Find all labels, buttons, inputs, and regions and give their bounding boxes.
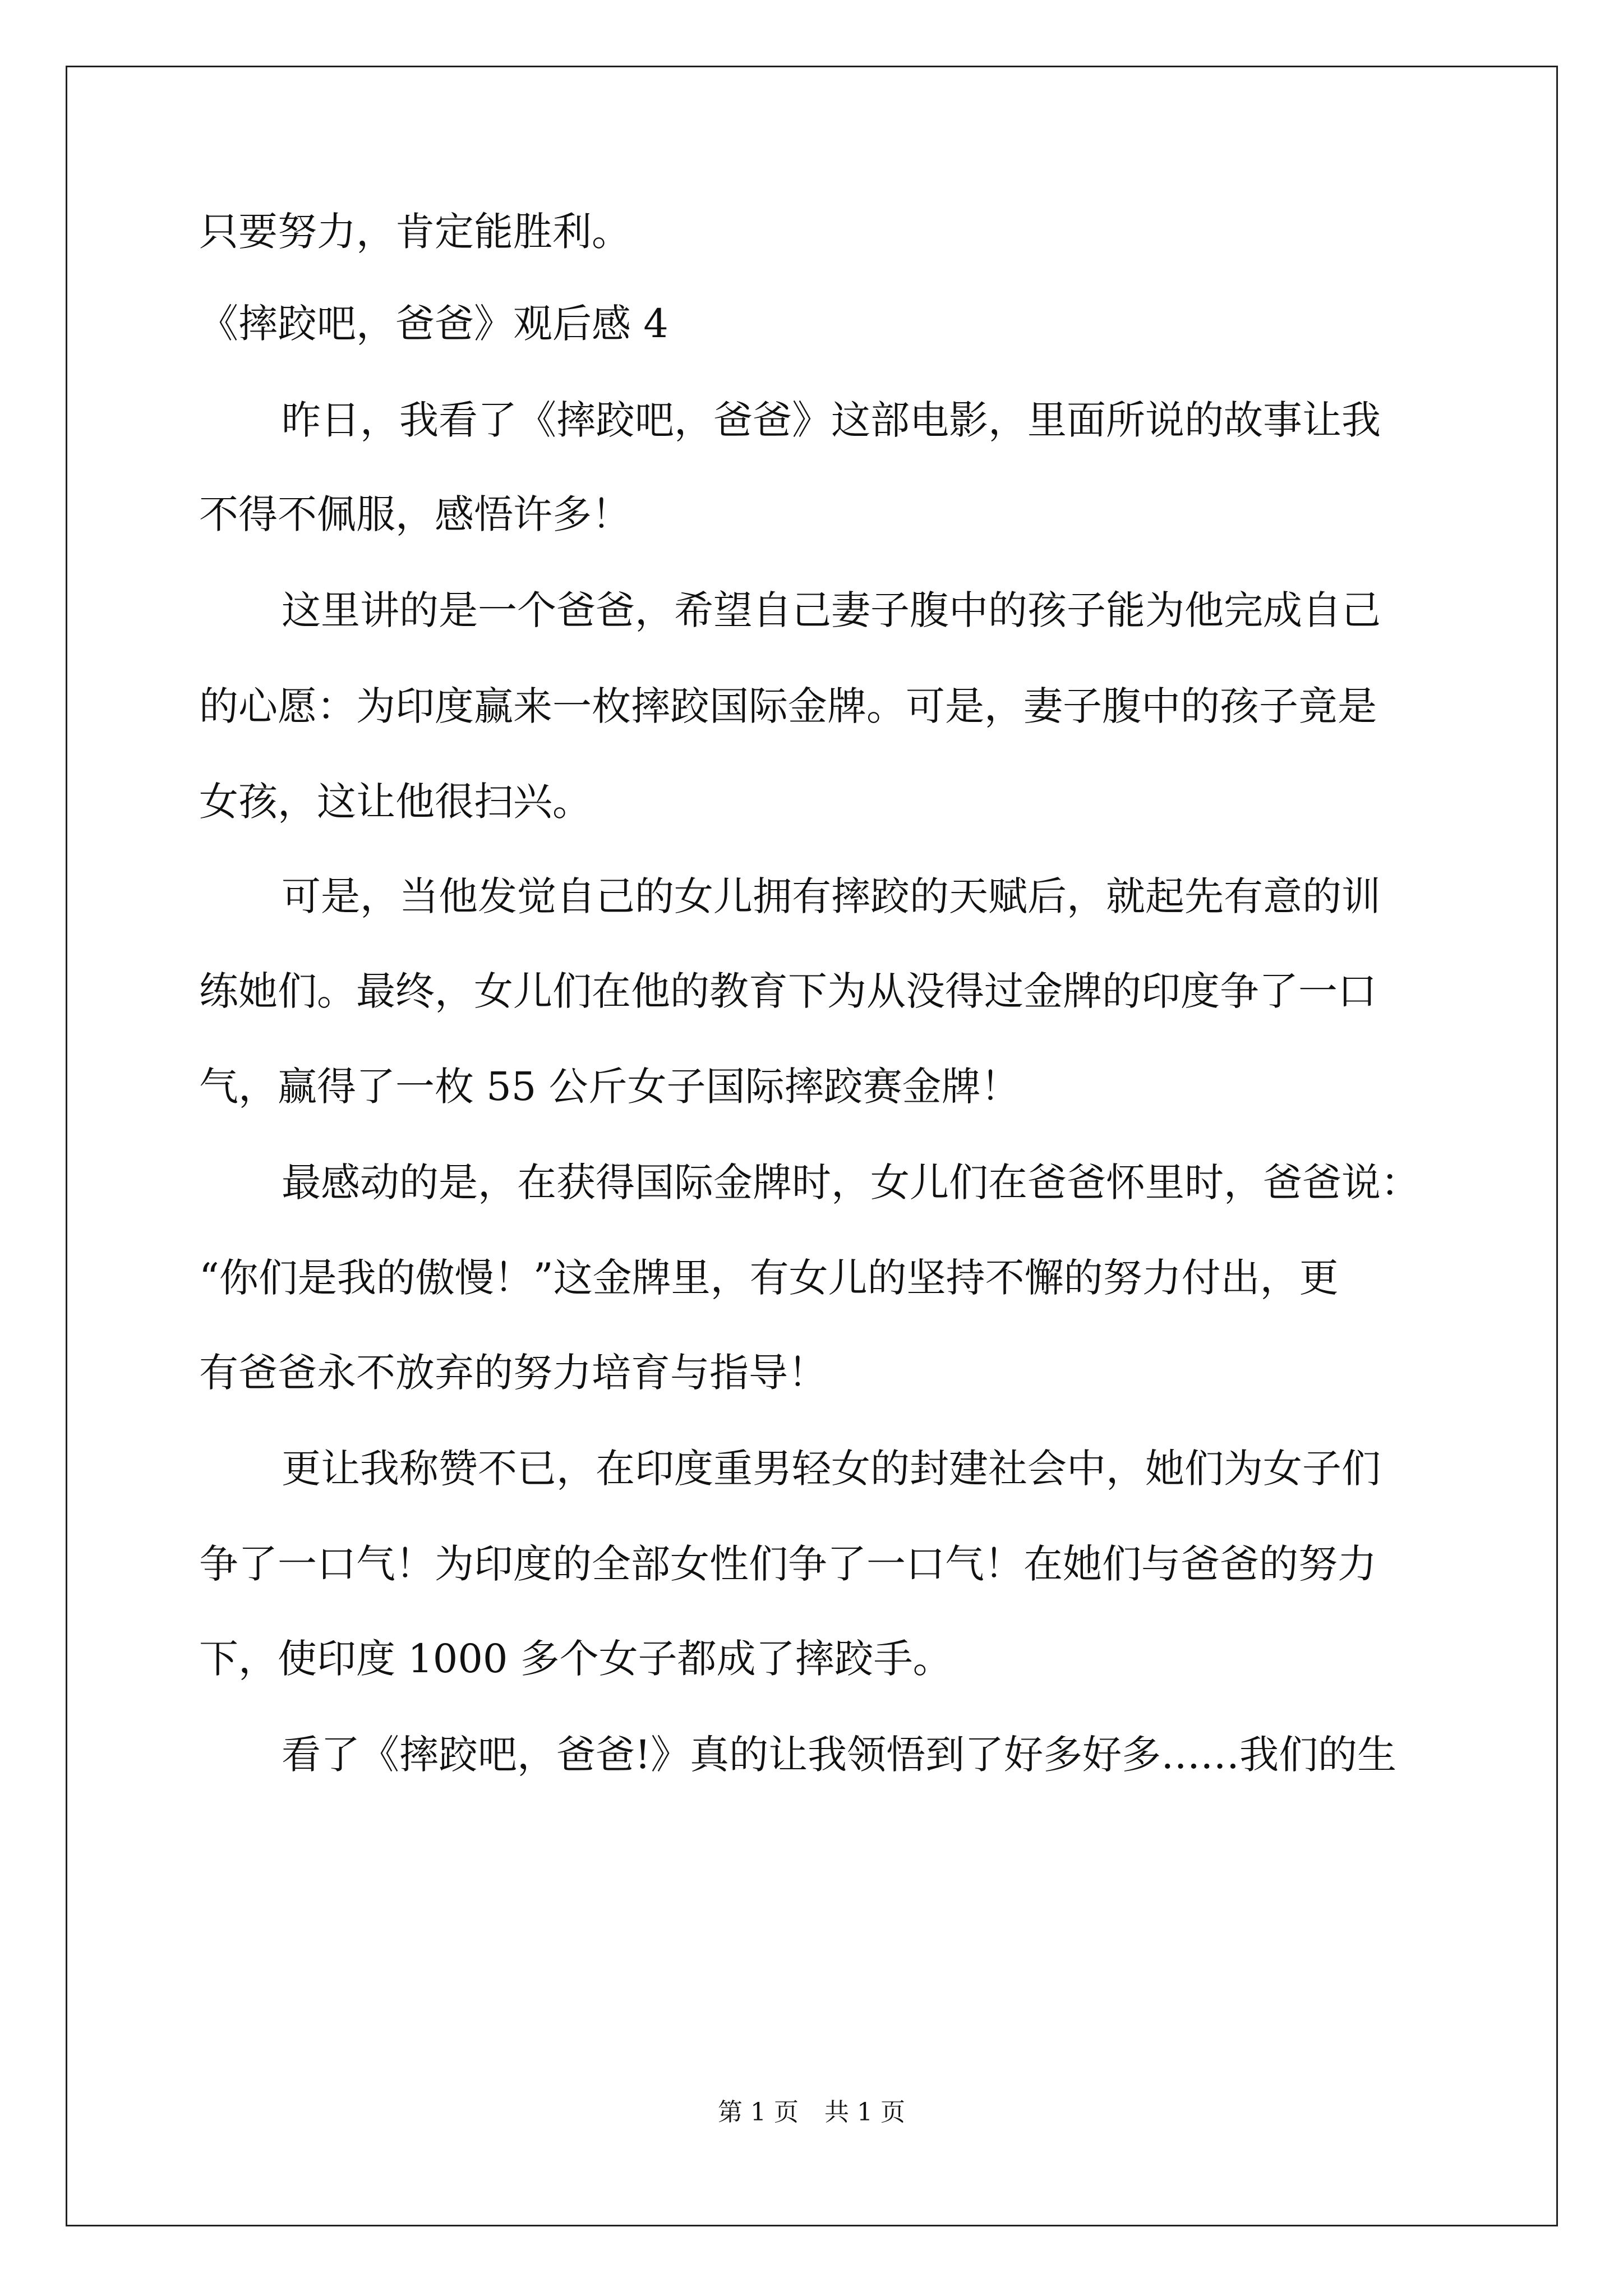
text-line-5: 这里讲的是一个爸爸，希望自己妻子腹中的孩子能为他完成自己: [282, 587, 1381, 633]
text-line-14: 更让我称赞不已，在印度重男轻女的封建社会中，她们为女子们: [282, 1446, 1381, 1492]
page-number: 第 1 页: [718, 2098, 799, 2127]
page-frame: [66, 66, 1558, 2226]
text-line-1: 只要努力，肯定能胜利。: [199, 209, 631, 255]
section-heading: 《摔跤吧，爸爸》观后感 4: [199, 301, 668, 347]
text-line-8: 可是，当他发觉自己的女儿拥有摔跤的天赋后，就起先有意的训: [282, 873, 1381, 919]
text-line-13: 有爸爸永不放弃的努力培育与指导！: [199, 1350, 827, 1396]
text-line-6: 的心愿：为印度赢来一枚摔跤国际金牌。可是，妻子腹中的孩子竟是: [199, 683, 1377, 729]
text-line-4: 不得不佩服，感悟许多！: [199, 491, 631, 537]
text-line-10: 气，赢得了一枚 55 公斤女子国际摔跤赛金牌！: [199, 1064, 1020, 1110]
text-line-16: 下，使印度 1000 多个女子都成了摔跤手。: [199, 1636, 952, 1682]
page-total: 共 1 页: [824, 2098, 905, 2127]
text-line-11: 最感动的是，在获得国际金牌时，女儿们在爸爸怀里时，爸爸说：: [282, 1159, 1420, 1205]
text-line-12: “你们是我的傲慢！”这金牌里，有女儿的坚持不懈的努力付出，更: [199, 1255, 1339, 1301]
text-line-7: 女孩，这让他很扫兴。: [199, 779, 592, 825]
text-line-3: 昨日，我看了《摔跤吧，爸爸》这部电影，里面所说的故事让我: [282, 397, 1381, 443]
text-line-9: 练她们。最终，女儿们在他的教育下为从没得过金牌的印度争了一口: [199, 968, 1377, 1014]
text-line-17: 看了《摔跤吧，爸爸!》真的让我领悟到了好多好多……我们的生: [282, 1732, 1397, 1778]
page-footer: [0, 2097, 1623, 2128]
text-line-15: 争了一口气！为印度的全部女性们争了一口气！在她们与爸爸的努力: [199, 1541, 1377, 1587]
